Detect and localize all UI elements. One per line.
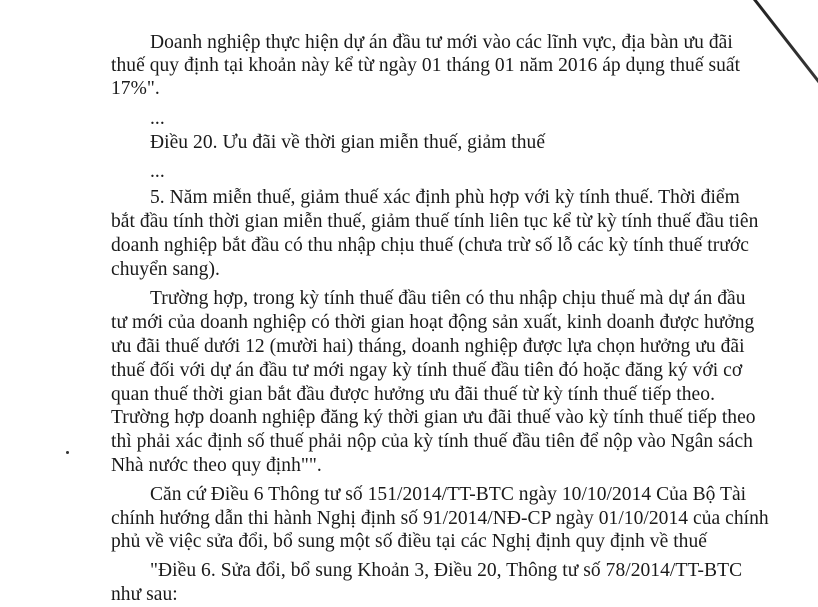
ellipsis-line: ...	[150, 161, 165, 182]
article-reference: "Điều 6. Sửa đổi, bổ sung Khoản 3, Điều 20, Thông tư số 78/2014/TT-BTC	[150, 560, 743, 581]
text-line: ưu đãi thuế dưới 12 (mười hai) tháng, doanh nghiệp được lựa chọn hưởng ưu đãi	[111, 336, 745, 357]
text-line: doanh nghiệp bắt đầu có thu nhập chịu thuế (chưa trừ số lỗ các kỳ tính thuế trước	[111, 235, 749, 256]
scan-edge-mark	[753, 0, 818, 134]
text-line: bắt đầu tính thời gian miễn thuế, giảm thuế tính liên tục kể từ kỳ tính thuế đầu tiên	[111, 211, 759, 232]
text-line: chuyển sang).	[111, 259, 220, 280]
article-heading: Điều 20. Ưu đãi về thời gian miễn thuế, giảm thuế	[150, 132, 546, 153]
text-line: như sau:	[111, 584, 178, 605]
text-line: 17%".	[111, 78, 160, 99]
text-line: thuế quy định tại khoản này kể từ ngày 01 tháng 01 năm 2016 áp dụng thuế suất	[111, 55, 741, 76]
text-line: 5. Năm miễn thuế, giảm thuế xác định phù hợp với kỳ tính thuế. Thời điểm	[150, 187, 740, 208]
text-line: thì phải xác định số thuế phải nộp của kỳ tính thuế đầu tiên để nộp vào Ngân sách	[111, 431, 753, 452]
text-line: quan thuế thời gian bắt đầu được hưởng ưu đãi thuế từ kỳ tính thuế tiếp theo.	[111, 384, 715, 405]
text-line: Doanh nghiệp thực hiện dự án đầu tư mới vào các lĩnh vực, địa bàn ưu đãi	[150, 32, 733, 53]
ellipsis-line: ...	[150, 108, 165, 129]
text-line: Trường hợp, trong kỳ tính thuế đầu tiên có thu nhập chịu thuế mà dự án đầu	[150, 288, 746, 309]
text-line: thuế đối với dự án đầu tư mới ngay kỳ tính thuế đầu tiên đó hoặc đăng ký với cơ	[111, 360, 743, 381]
text-line: chính hướng dẫn thi hành Nghị định số 91/2014/NĐ-CP ngày 01/10/2014 của chính	[111, 508, 769, 529]
text-line: Trường hợp doanh nghiệp đăng ký thời gian ưu đãi thuế vào kỳ tính thuế tiếp theo	[111, 407, 756, 428]
text-line: Căn cứ Điều 6 Thông tư số 151/2014/TT-BTC ngày 10/10/2014 Của Bộ Tài	[150, 484, 747, 505]
text-line: Nhà nước theo quy định"".	[111, 455, 322, 476]
text-line: phủ về việc sửa đổi, bổ sung một số điều tại các Nghị định quy định về thuế	[111, 531, 707, 552]
text-line: tư mới của doanh nghiệp có thời gian hoạt động sản xuất, kinh doanh được hưởng	[111, 312, 755, 333]
scan-speck	[66, 451, 69, 454]
